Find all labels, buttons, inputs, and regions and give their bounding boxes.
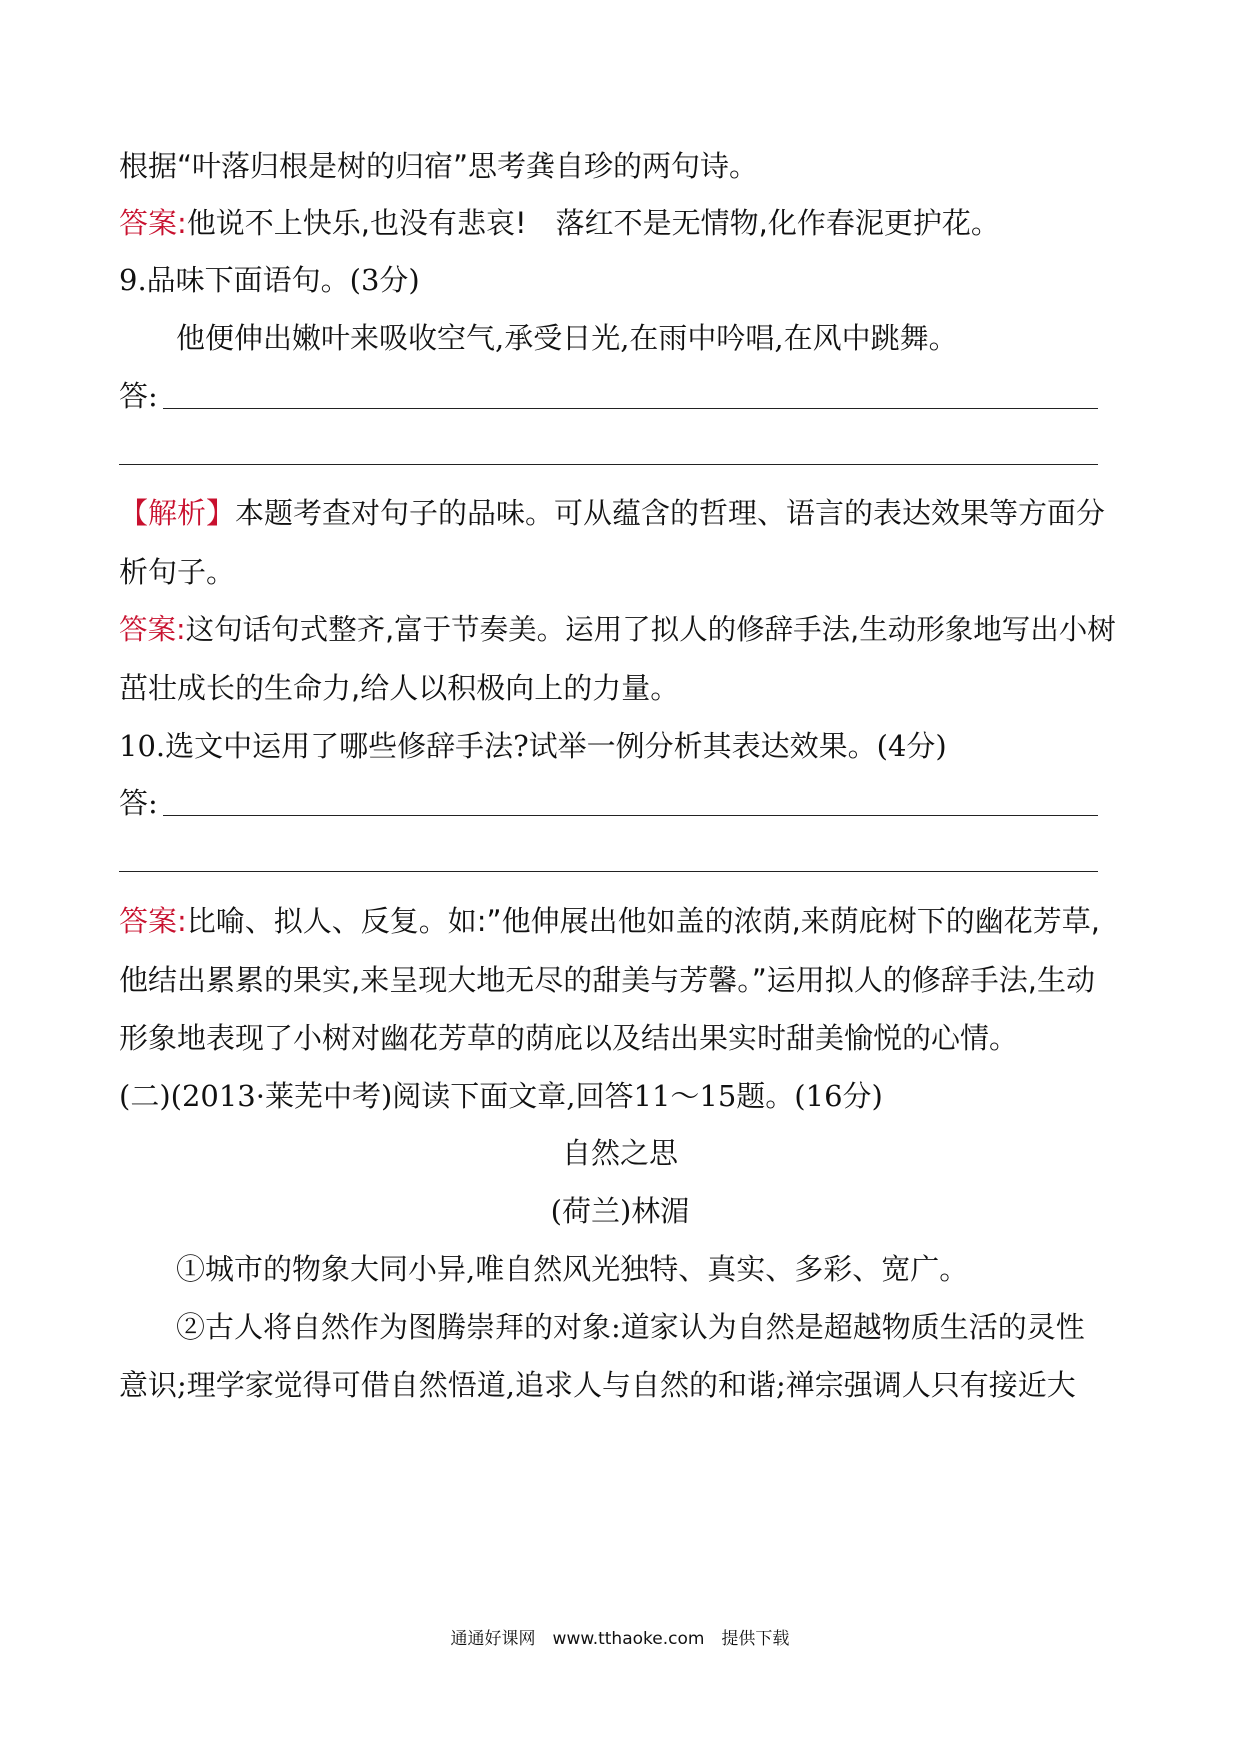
- answer-blank-line: [119, 871, 1098, 872]
- answer-blank-line: [163, 408, 1098, 409]
- answer-text: 他说不上快乐,也没有悲哀! 落红不是无情物,化作春泥更护花。: [186, 206, 1000, 240]
- paragraph-1: ①城市的物象大同小异,唯自然风光独特、真实、多彩、宽广。: [176, 1252, 969, 1286]
- answer-blank-line: [163, 815, 1098, 816]
- article-author: (荷兰)林湄: [550, 1194, 690, 1228]
- q9-question: 9.品味下面语句。(3分): [119, 263, 420, 297]
- q10-answer-line3: 形象地表现了小树对幽花芳草的荫庇以及结出果实时甜美愉悦的心情。: [119, 1021, 1019, 1055]
- paragraph-2-line2: 意识;理学家觉得可借自然悟道,追求人与自然的和谐;禅宗强调人只有接近大: [119, 1368, 1076, 1402]
- q8-answer-line: [119, 203, 1129, 243]
- answer-blank-line: [119, 464, 1098, 465]
- answer-text: 这句话句式整齐,富于节奏美。运用了拟人的修辞手法,生动形象地写出小树: [185, 613, 1116, 646]
- section-intro: (二)(2013·莱芜中考)阅读下面文章,回答11～15题。(16分): [119, 1079, 883, 1113]
- answer-label: 答案:: [119, 613, 186, 646]
- q9-analysis-line2: 析句子。: [119, 555, 236, 589]
- q10-answer-line1: [119, 901, 1129, 941]
- q10-answer-prompt: 答:: [119, 786, 158, 820]
- q9-analysis-line1: [119, 493, 1129, 533]
- answer-label: 答案:: [119, 904, 187, 938]
- q8-explain-line: 根据“叶落归根是树的归宿”思考龚自珍的两句诗。: [119, 149, 759, 183]
- q10-question: 10.选文中运用了哪些修辞手法?试举一例分析其表达效果。(4分): [119, 729, 947, 763]
- answer-text: 比喻、拟人、反复。如:”他伸展出他如盖的浓荫,来荫庇树下的幽花芳草,: [186, 904, 1101, 938]
- answer-label: 答案:: [119, 206, 187, 240]
- q9-answer-line2: 茁壮成长的生命力,给人以积极向上的力量。: [119, 671, 680, 705]
- q9-answer-line1: [119, 610, 1129, 650]
- q9-sentence: 他便伸出嫩叶来吸收空气,承受日光,在雨中吟唱,在风中跳舞。: [176, 321, 958, 355]
- analysis-text: 本题考查对句子的品味。可从蕴含的哲理、语言的表达效果等方面分: [235, 496, 1106, 530]
- q9-answer-prompt: 答:: [119, 379, 158, 413]
- paragraph-2-line1: ②古人将自然作为图腾崇拜的对象:道家认为自然是超越物质生活的灵性: [176, 1310, 1085, 1344]
- analysis-label: 【解析】: [119, 496, 236, 530]
- q10-answer-line2: 他结出累累的果实,来呈现大地无尽的甜美与芳馨。”运用拟人的修辞手法,生动: [119, 963, 1095, 997]
- page-footer: 通通好课网 www.tthaoke.com 提供下载: [450, 1629, 790, 1649]
- article-title: 自然之思: [561, 1136, 678, 1170]
